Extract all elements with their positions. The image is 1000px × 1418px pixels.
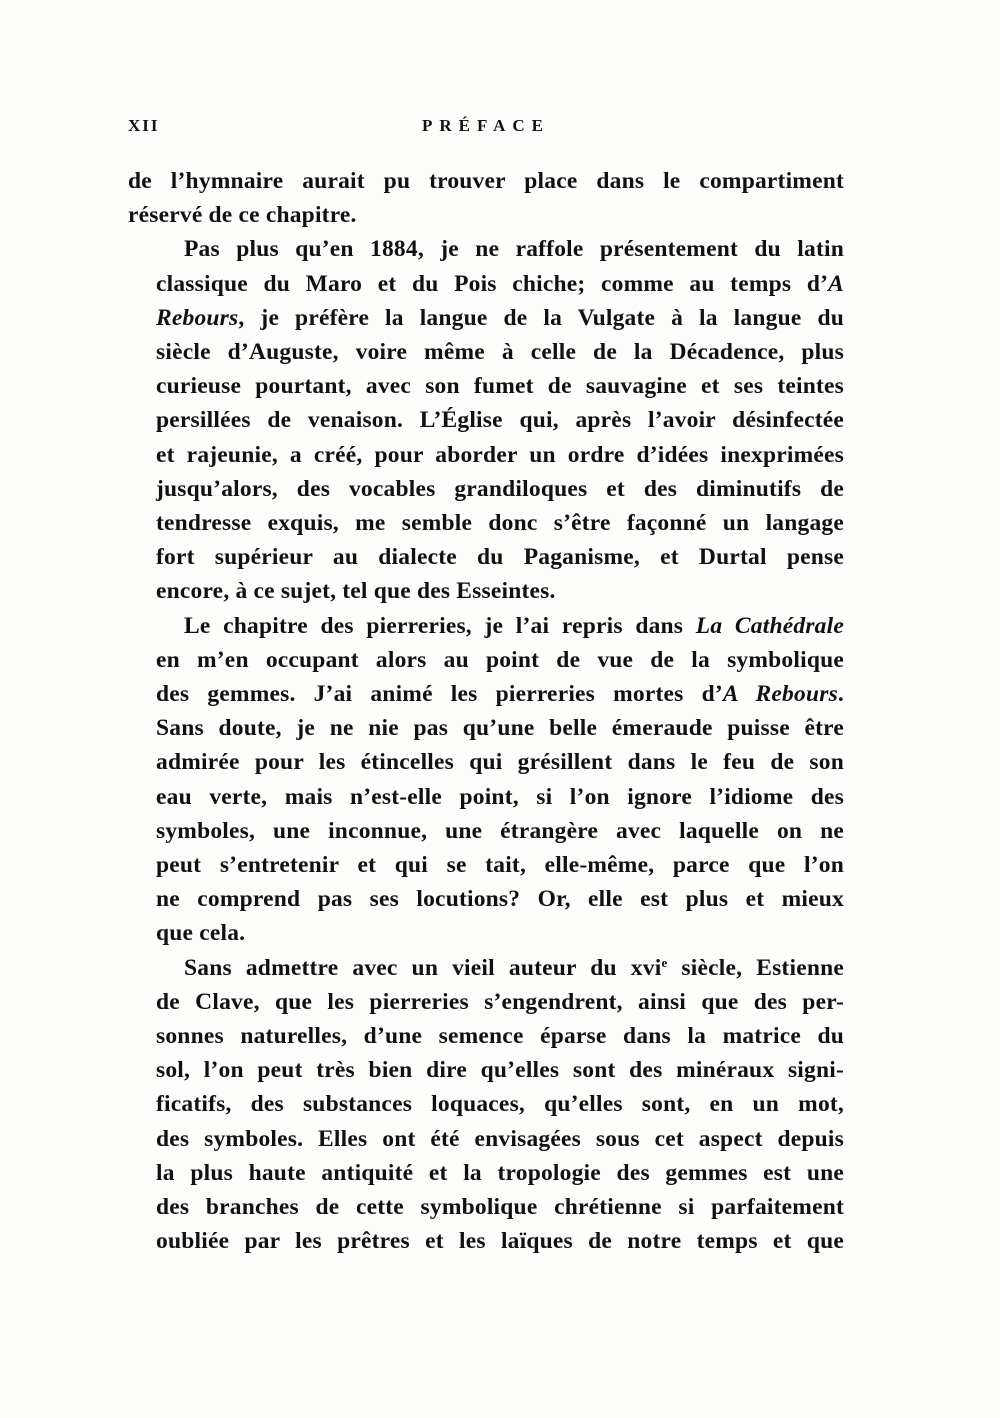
text-line: réservé de ce chapitre. (128, 202, 357, 229)
text-line: Rebours, je préfère la langue de la Vulgate à la langue du (156, 304, 844, 331)
text-line: curieuse pourtant, avec son fumet de sauvagine et ses teintes (156, 373, 844, 400)
ordinal-superscript: e (661, 954, 668, 970)
text-line: peut s’entretenir et qui se tait, elle-même, parce que l’on (156, 852, 844, 879)
body-text (128, 164, 844, 1259)
italic-title: Rebours (156, 304, 239, 331)
text-line: la plus haute antiquité et la tropologie des gemmes est une (156, 1159, 844, 1186)
text-line: Sans doute, je ne nie pas qu’une belle émeraude puisse être (156, 715, 844, 742)
text-line: que cela. (156, 920, 246, 947)
text-line: Le chapitre des pierreries, je l’ai repris dans La Cathédrale (184, 612, 844, 639)
text-line: sol, l’on peut très bien dire qu’elles sont des minéraux signi- (156, 1057, 844, 1084)
paragraph (128, 232, 844, 608)
italic-title: La Cathédrale (695, 612, 844, 639)
text-line: tendresse exquis, me semble donc s’être façonné un langage (156, 510, 844, 537)
text-line: oubliée par les prêtres et les laïques de notre temps et que (156, 1228, 844, 1255)
text-line: Sans admettre avec un vieil auteur du xvi$^e$ siècle, Estienne (184, 954, 844, 981)
text-line: des gemmes. J’ai animé les pierreries mortes d’A Rebours. (156, 681, 844, 708)
text-line: des symboles. Elles ont été envisagées sous cet aspect depuis (156, 1125, 844, 1152)
text-line: de Clave, que les pierreries s’engendrent, ainsi que des per- (156, 988, 844, 1015)
text-line: encore, à ce sujet, tel que des Esseintes. (156, 578, 556, 605)
paragraph (128, 609, 844, 951)
text-line: fort supérieur au dialecte du Paganisme, et Durtal pense (156, 544, 844, 571)
text-line: ficatifs, des substances loquaces, qu’elles sont, en un mot, (156, 1091, 844, 1118)
text-line: eau verte, mais n’est-elle point, si l’on ignore l’idiome des (156, 783, 844, 810)
text-line: persillées de venaison. L’Église qui, après l’avoir désinfectée (156, 407, 844, 434)
text-line: jusqu’alors, des vocables grandiloques et des diminutifs de (156, 475, 844, 502)
text-line: ne comprend pas ses locutions? Or, elle est plus et mieux (156, 886, 844, 913)
italic-title: A Rebours (722, 681, 838, 708)
text-line: et rajeunie, a créé, pour aborder un ordre d’idées inexprimées (156, 441, 844, 468)
running-title: PRÉFACE (421, 116, 550, 135)
italic-title: A (828, 270, 844, 297)
text-line: classique du Maro et du Pois chiche; comme au temps d’A (156, 270, 844, 297)
paragraph (128, 164, 844, 232)
text-line: de l’hymnaire aurait pu trouver place dans le compartiment (128, 168, 844, 194)
text-line: admirée pour les étincelles qui grésillent dans le feu de son (156, 749, 844, 776)
text-line: sonnes naturelles, d’une semence éparse dans la matrice du (156, 1023, 844, 1050)
text-line: en m’en occupant alors au point de vue de la symbolique (156, 646, 844, 673)
page-number: XII (128, 116, 160, 135)
running-head (128, 116, 844, 140)
text-line: Pas plus qu’en 1884, je ne raffole présentement du latin (184, 236, 844, 263)
text-line: symboles, une inconnue, une étrangère avec laquelle on ne (156, 817, 844, 844)
text-line: siècle d’Auguste, voire même à celle de la Décadence, plus (156, 339, 844, 366)
paragraph (128, 951, 844, 1259)
text-line: des branches de cette symbolique chrétienne si parfaitement (156, 1194, 844, 1221)
